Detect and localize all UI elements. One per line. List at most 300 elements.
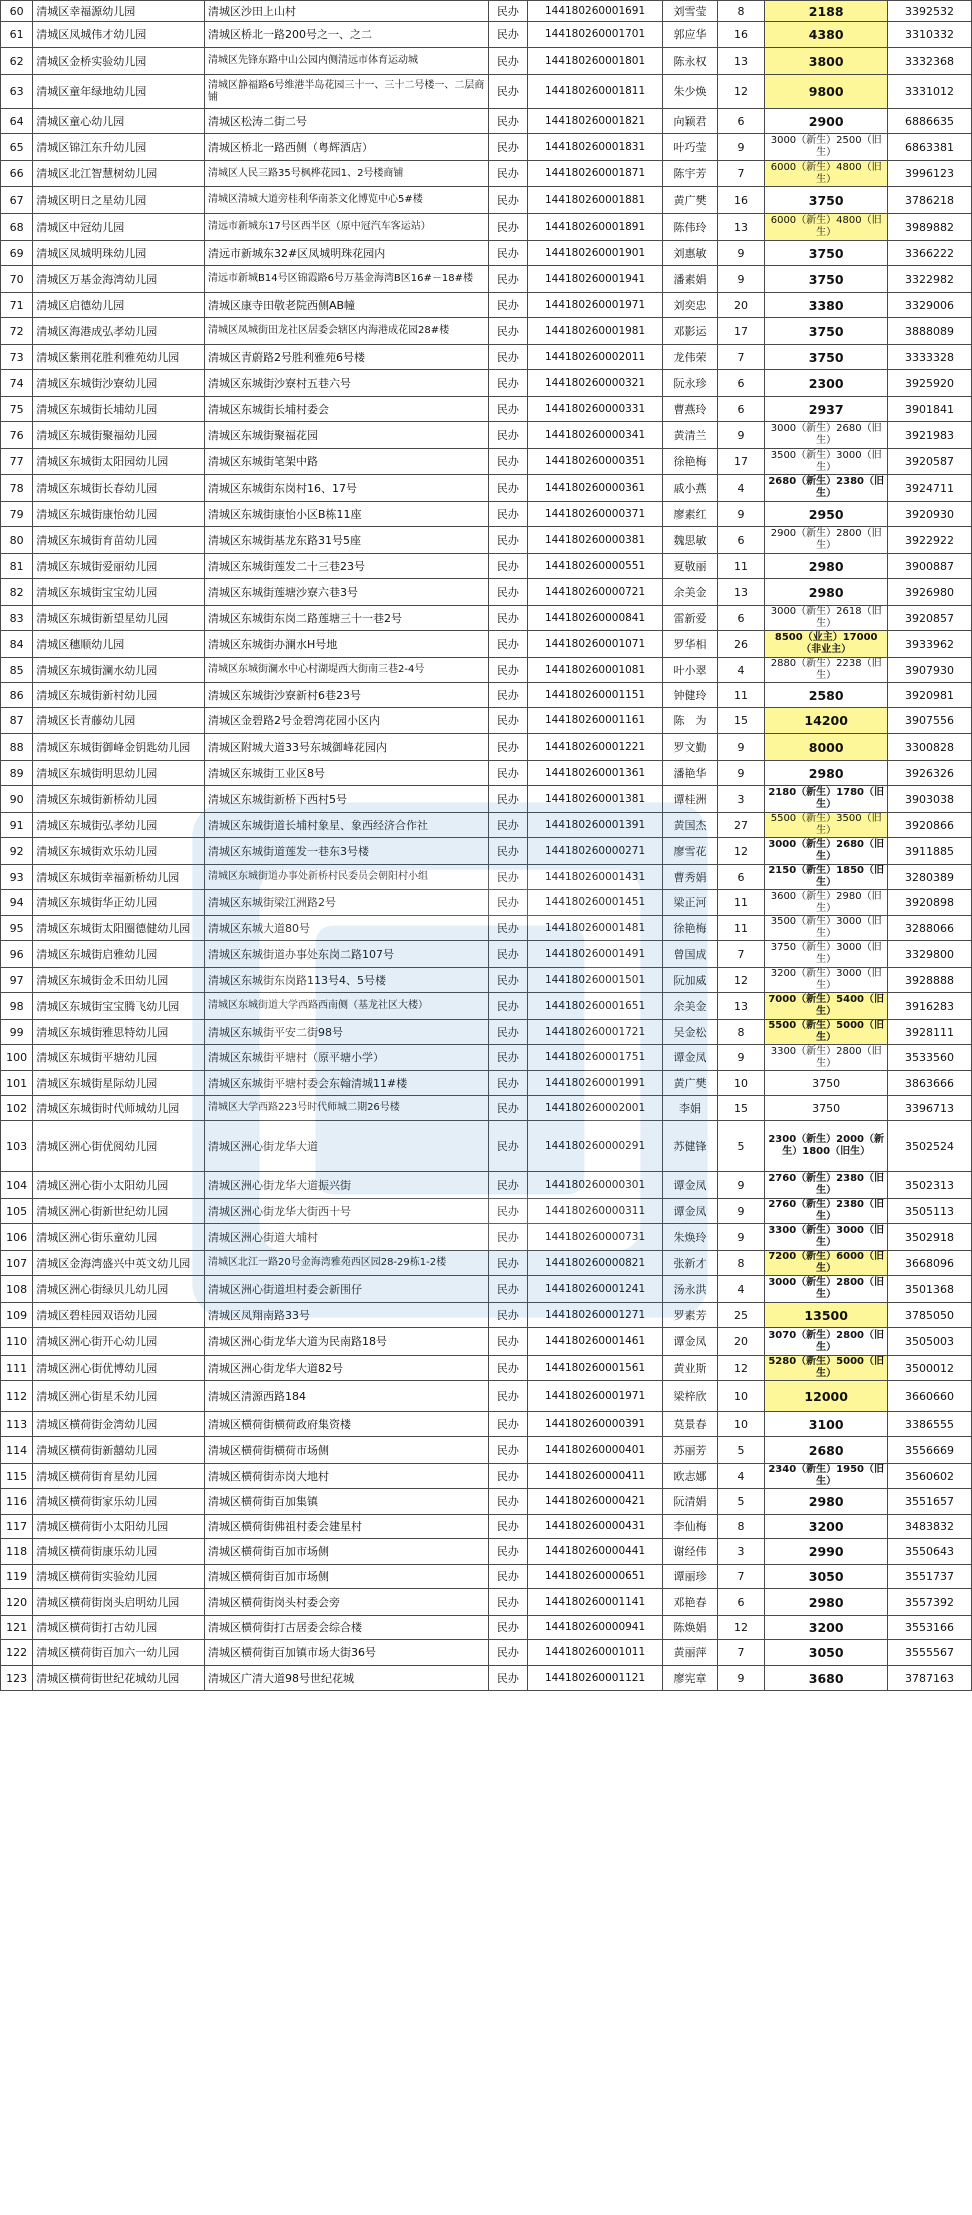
cell-person: 陈 为 bbox=[663, 708, 717, 734]
cell-no: 123 bbox=[1, 1666, 33, 1691]
cell-code: 144180260001241 bbox=[527, 1276, 663, 1303]
cell-fee: 3750 bbox=[765, 241, 888, 266]
cell-address: 清城区沙田上山村 bbox=[204, 1, 488, 22]
cell-no: 100 bbox=[1, 1045, 33, 1071]
cell-fee: 2900 bbox=[765, 109, 888, 134]
cell-person: 李仙梅 bbox=[663, 1515, 717, 1539]
cell-no: 72 bbox=[1, 318, 33, 345]
cell-fee: 3750 bbox=[765, 1096, 888, 1121]
cell-person: 邓影运 bbox=[663, 318, 717, 345]
cell-person: 黄丽萍 bbox=[663, 1640, 717, 1666]
cell-no: 116 bbox=[1, 1489, 33, 1515]
cell-phone: 3322982 bbox=[888, 266, 972, 293]
cell-address: 清城区桥北一路200号之一、之二 bbox=[204, 22, 488, 48]
cell-no: 94 bbox=[1, 890, 33, 916]
cell-no: 82 bbox=[1, 579, 33, 606]
cell-count: 16 bbox=[717, 187, 765, 214]
cell-count: 8 bbox=[717, 1020, 765, 1045]
cell-fee: 2760（新生）2380（旧生） bbox=[765, 1199, 888, 1224]
cell-name: 清城区洲心街优博幼儿园 bbox=[33, 1356, 205, 1381]
cell-count: 4 bbox=[717, 658, 765, 683]
cell-address: 清城区东城街平塘村委会东翰清城11#楼 bbox=[204, 1071, 488, 1096]
cell-phone: 3332368 bbox=[888, 48, 972, 75]
cell-count: 9 bbox=[717, 422, 765, 449]
cell-person: 罗素芳 bbox=[663, 1303, 717, 1328]
cell-person: 谭丽珍 bbox=[663, 1565, 717, 1589]
cell-type: 民办 bbox=[489, 1045, 528, 1071]
cell-phone: 3502313 bbox=[888, 1172, 972, 1199]
cell-type: 民办 bbox=[489, 786, 528, 813]
cell-type: 民办 bbox=[489, 422, 528, 449]
cell-person: 谭金凤 bbox=[663, 1199, 717, 1224]
cell-fee: 2980 bbox=[765, 1589, 888, 1616]
table-row bbox=[1, 658, 972, 683]
cell-no: 96 bbox=[1, 941, 33, 968]
table-row bbox=[1, 1121, 972, 1172]
cell-phone: 3926326 bbox=[888, 761, 972, 786]
cell-code: 144180260002001 bbox=[527, 1096, 663, 1121]
table-row bbox=[1, 1020, 972, 1045]
cell-person: 徐艳梅 bbox=[663, 449, 717, 475]
cell-type: 民办 bbox=[489, 1224, 528, 1251]
cell-person: 夏敬丽 bbox=[663, 554, 717, 579]
cell-fee: 2980 bbox=[765, 554, 888, 579]
cell-type: 民办 bbox=[489, 708, 528, 734]
cell-type: 民办 bbox=[489, 1666, 528, 1691]
cell-name: 清城区东城街欢乐幼儿园 bbox=[33, 838, 205, 865]
table-row bbox=[1, 527, 972, 554]
cell-type: 民办 bbox=[489, 1381, 528, 1412]
table-row bbox=[1, 1464, 972, 1489]
cell-fee: 2340（新生）1950（旧生） bbox=[765, 1464, 888, 1489]
cell-no: 92 bbox=[1, 838, 33, 865]
cell-address: 清城区静福路6号维港半岛花园三十一、三十二号楼一、二层商铺 bbox=[204, 75, 488, 109]
table-row bbox=[1, 813, 972, 838]
cell-type: 民办 bbox=[489, 606, 528, 631]
cell-fee: 3100 bbox=[765, 1412, 888, 1437]
cell-address: 清城区横荷街百加市场侧 bbox=[204, 1539, 488, 1565]
cell-address: 清城区横荷街百加镇市场大街36号 bbox=[204, 1640, 488, 1666]
cell-code: 144180260001161 bbox=[527, 708, 663, 734]
cell-count: 11 bbox=[717, 554, 765, 579]
cell-code: 144180260001271 bbox=[527, 1303, 663, 1328]
cell-name: 清城区东城街时代师城幼儿园 bbox=[33, 1096, 205, 1121]
cell-code: 144180260001751 bbox=[527, 1045, 663, 1071]
cell-fee: 3750 bbox=[765, 318, 888, 345]
cell-no: 62 bbox=[1, 48, 33, 75]
cell-address: 清城区东城街莲发二十三巷23号 bbox=[204, 554, 488, 579]
cell-code: 144180260001431 bbox=[527, 865, 663, 890]
table-body bbox=[1, 1, 972, 1691]
cell-count: 9 bbox=[717, 502, 765, 527]
cell-fee: 8500（业主）17000（非业主） bbox=[765, 631, 888, 658]
cell-fee: 12000 bbox=[765, 1381, 888, 1412]
cell-address: 清城区横荷街横荷政府集资楼 bbox=[204, 1412, 488, 1437]
cell-fee: 3200 bbox=[765, 1616, 888, 1640]
cell-person: 陈伟玲 bbox=[663, 214, 717, 241]
cell-fee: 2990 bbox=[765, 1539, 888, 1565]
cell-fee: 3050 bbox=[765, 1640, 888, 1666]
cell-no: 83 bbox=[1, 606, 33, 631]
cell-phone: 3483832 bbox=[888, 1515, 972, 1539]
cell-count: 7 bbox=[717, 345, 765, 370]
cell-type: 民办 bbox=[489, 993, 528, 1020]
cell-phone: 3785050 bbox=[888, 1303, 972, 1328]
cell-phone: 3926980 bbox=[888, 579, 972, 606]
table-row bbox=[1, 345, 972, 370]
cell-phone: 3300828 bbox=[888, 734, 972, 761]
cell-count: 20 bbox=[717, 1328, 765, 1356]
cell-no: 112 bbox=[1, 1381, 33, 1412]
cell-name: 清城区幸福源幼儿园 bbox=[33, 1, 205, 22]
cell-count: 5 bbox=[717, 1121, 765, 1172]
cell-person: 钟健玲 bbox=[663, 683, 717, 708]
cell-count: 6 bbox=[717, 397, 765, 422]
cell-phone: 3505113 bbox=[888, 1199, 972, 1224]
cell-person: 郭应华 bbox=[663, 22, 717, 48]
cell-phone: 3928888 bbox=[888, 968, 972, 993]
cell-name: 清城区洲心街新世纪幼儿园 bbox=[33, 1199, 205, 1224]
cell-code: 144180260001701 bbox=[527, 22, 663, 48]
cell-name: 清城区紫荆花胜利雅苑幼儿园 bbox=[33, 345, 205, 370]
cell-no: 64 bbox=[1, 109, 33, 134]
cell-address: 清城区康寺田敬老院西侧AB幢 bbox=[204, 293, 488, 318]
cell-count: 9 bbox=[717, 734, 765, 761]
cell-no: 99 bbox=[1, 1020, 33, 1045]
cell-fee: 14200 bbox=[765, 708, 888, 734]
cell-type: 民办 bbox=[489, 527, 528, 554]
cell-name: 清城区长青藤幼儿园 bbox=[33, 708, 205, 734]
cell-code: 144180260001491 bbox=[527, 941, 663, 968]
cell-count: 5 bbox=[717, 1489, 765, 1515]
cell-phone: 3556669 bbox=[888, 1437, 972, 1464]
cell-name: 清城区东城街御峰金钥匙幼儿园 bbox=[33, 734, 205, 761]
cell-type: 民办 bbox=[489, 1565, 528, 1589]
cell-person: 向颖君 bbox=[663, 109, 717, 134]
table-row bbox=[1, 579, 972, 606]
cell-code: 144180260001691 bbox=[527, 1, 663, 22]
table-row bbox=[1, 1224, 972, 1251]
cell-fee: 2300 bbox=[765, 370, 888, 397]
cell-phone: 3920587 bbox=[888, 449, 972, 475]
cell-name: 清城区东城街明思幼儿园 bbox=[33, 761, 205, 786]
cell-address: 清城区东城街新桥下西村5号 bbox=[204, 786, 488, 813]
cell-type: 民办 bbox=[489, 1356, 528, 1381]
table-row bbox=[1, 293, 972, 318]
cell-name: 清城区东城街平塘幼儿园 bbox=[33, 1045, 205, 1071]
cell-person: 陈焕娟 bbox=[663, 1616, 717, 1640]
cell-code: 144180260001811 bbox=[527, 75, 663, 109]
cell-name: 清城区凤城伟才幼儿园 bbox=[33, 22, 205, 48]
cell-fee: 2980 bbox=[765, 579, 888, 606]
cell-type: 民办 bbox=[489, 1096, 528, 1121]
cell-code: 144180260001831 bbox=[527, 134, 663, 161]
cell-name: 清城区明日之星幼儿园 bbox=[33, 187, 205, 214]
cell-name: 清城区东城街康怡幼儿园 bbox=[33, 502, 205, 527]
cell-address: 清城区横荷街佛祖村委会建星村 bbox=[204, 1515, 488, 1539]
cell-fee: 9800 bbox=[765, 75, 888, 109]
cell-name: 清城区横荷街实验幼儿园 bbox=[33, 1565, 205, 1589]
cell-phone: 3920930 bbox=[888, 502, 972, 527]
cell-type: 民办 bbox=[489, 1489, 528, 1515]
cell-person: 阮永珍 bbox=[663, 370, 717, 397]
cell-address: 清城区先锋东路中山公园内侧清远市体育运动城 bbox=[204, 48, 488, 75]
cell-name: 清城区锦江东升幼儿园 bbox=[33, 134, 205, 161]
cell-no: 110 bbox=[1, 1328, 33, 1356]
cell-code: 144180260001941 bbox=[527, 266, 663, 293]
cell-no: 60 bbox=[1, 1, 33, 22]
cell-count: 6 bbox=[717, 527, 765, 554]
cell-count: 4 bbox=[717, 1464, 765, 1489]
cell-phone: 3660660 bbox=[888, 1381, 972, 1412]
cell-address: 清城区大学西路223号时代师城二期26号楼 bbox=[204, 1096, 488, 1121]
cell-person: 叶巧莹 bbox=[663, 134, 717, 161]
cell-type: 民办 bbox=[489, 968, 528, 993]
cell-name: 清城区东城街太阳园幼儿园 bbox=[33, 449, 205, 475]
cell-person: 黄广樊 bbox=[663, 1071, 717, 1096]
table-row bbox=[1, 993, 972, 1020]
cell-address: 清城区东城街平安二街98号 bbox=[204, 1020, 488, 1045]
cell-type: 民办 bbox=[489, 1172, 528, 1199]
cell-code: 144180260001221 bbox=[527, 734, 663, 761]
cell-code: 144180260001561 bbox=[527, 1356, 663, 1381]
cell-person: 谭金凤 bbox=[663, 1045, 717, 1071]
cell-address: 清城区洲心街道坦村委会新围仔 bbox=[204, 1276, 488, 1303]
table-row bbox=[1, 22, 972, 48]
cell-type: 民办 bbox=[489, 1199, 528, 1224]
cell-no: 81 bbox=[1, 554, 33, 579]
cell-fee: 3050 bbox=[765, 1565, 888, 1589]
cell-name: 清城区凤城明珠幼儿园 bbox=[33, 241, 205, 266]
cell-person: 余美金 bbox=[663, 579, 717, 606]
cell-phone: 3786218 bbox=[888, 187, 972, 214]
table-row bbox=[1, 48, 972, 75]
cell-phone: 3920866 bbox=[888, 813, 972, 838]
cell-address: 清城区洲心街龙华大道 bbox=[204, 1121, 488, 1172]
cell-name: 清城区童年绿地幼儿园 bbox=[33, 75, 205, 109]
cell-fee: 3600（新生）2980（旧生） bbox=[765, 890, 888, 916]
cell-name: 清城区东城街宝宝幼儿园 bbox=[33, 579, 205, 606]
cell-no: 121 bbox=[1, 1616, 33, 1640]
cell-person: 叶小翠 bbox=[663, 658, 717, 683]
cell-type: 民办 bbox=[489, 916, 528, 941]
cell-name: 清城区横荷街育星幼儿园 bbox=[33, 1464, 205, 1489]
cell-name: 清城区东城街弘孝幼儿园 bbox=[33, 813, 205, 838]
cell-name: 清城区金桥实验幼儿园 bbox=[33, 48, 205, 75]
cell-code: 144180260000721 bbox=[527, 579, 663, 606]
cell-fee: 2150（新生）1850（旧生） bbox=[765, 865, 888, 890]
cell-phone: 3911885 bbox=[888, 838, 972, 865]
cell-name: 清城区海港成弘孝幼儿园 bbox=[33, 318, 205, 345]
table-row bbox=[1, 1, 972, 22]
cell-fee: 3800 bbox=[765, 48, 888, 75]
table-row bbox=[1, 109, 972, 134]
cell-type: 民办 bbox=[489, 1071, 528, 1096]
cell-count: 8 bbox=[717, 1, 765, 22]
cell-name: 清城区洲心街优阅幼儿园 bbox=[33, 1121, 205, 1172]
cell-phone: 3392532 bbox=[888, 1, 972, 22]
cell-name: 清城区东城街新村幼儿园 bbox=[33, 683, 205, 708]
cell-person: 刘雪莹 bbox=[663, 1, 717, 22]
cell-code: 144180260000821 bbox=[527, 1251, 663, 1276]
cell-phone: 3924711 bbox=[888, 475, 972, 502]
cell-count: 6 bbox=[717, 109, 765, 134]
cell-count: 15 bbox=[717, 1096, 765, 1121]
cell-code: 144180260001881 bbox=[527, 187, 663, 214]
cell-type: 民办 bbox=[489, 761, 528, 786]
cell-person: 谭金凤 bbox=[663, 1328, 717, 1356]
cell-no: 69 bbox=[1, 241, 33, 266]
cell-code: 144180260000841 bbox=[527, 606, 663, 631]
cell-address: 清城区附城大道33号东城御峰花园内 bbox=[204, 734, 488, 761]
cell-code: 144180260001451 bbox=[527, 890, 663, 916]
cell-no: 75 bbox=[1, 397, 33, 422]
cell-type: 民办 bbox=[489, 397, 528, 422]
cell-count: 9 bbox=[717, 266, 765, 293]
cell-code: 144180260001501 bbox=[527, 968, 663, 993]
cell-no: 98 bbox=[1, 993, 33, 1020]
cell-address: 清城区东城街莲塘沙寮六巷3号 bbox=[204, 579, 488, 606]
cell-address: 清城区凤翔南路33号 bbox=[204, 1303, 488, 1328]
cell-count: 12 bbox=[717, 1616, 765, 1640]
cell-person: 阮加威 bbox=[663, 968, 717, 993]
cell-phone: 3907556 bbox=[888, 708, 972, 734]
cell-no: 102 bbox=[1, 1096, 33, 1121]
cell-no: 114 bbox=[1, 1437, 33, 1464]
cell-address: 清城区横荷街百加市场侧 bbox=[204, 1565, 488, 1589]
cell-code: 144180260001891 bbox=[527, 214, 663, 241]
cell-fee: 3750 bbox=[765, 187, 888, 214]
cell-address: 清城区洲心街龙华大街西十号 bbox=[204, 1199, 488, 1224]
cell-person: 潘素娟 bbox=[663, 266, 717, 293]
cell-phone: 3333328 bbox=[888, 345, 972, 370]
cell-type: 民办 bbox=[489, 214, 528, 241]
cell-address: 清城区东城街东岗村16、17号 bbox=[204, 475, 488, 502]
cell-person: 陈永权 bbox=[663, 48, 717, 75]
cell-name: 清城区东城街澜水幼儿园 bbox=[33, 658, 205, 683]
cell-fee: 3750 bbox=[765, 266, 888, 293]
cell-person: 刘奕忠 bbox=[663, 293, 717, 318]
cell-address: 清城区东城街东岗路113号4、5号楼 bbox=[204, 968, 488, 993]
cell-address: 清城区横荷街岗头村委会旁 bbox=[204, 1589, 488, 1616]
cell-phone: 3903038 bbox=[888, 786, 972, 813]
cell-person: 阮清娟 bbox=[663, 1489, 717, 1515]
table-row bbox=[1, 1565, 972, 1589]
cell-fee: 3000（新生）2500（旧生） bbox=[765, 134, 888, 161]
cell-person: 陈宇芳 bbox=[663, 161, 717, 187]
cell-count: 9 bbox=[717, 1045, 765, 1071]
cell-address: 清城区人民三路35号枫桦花园1、2号楼商铺 bbox=[204, 161, 488, 187]
table-row bbox=[1, 1199, 972, 1224]
cell-name: 清城区东城街新桥幼儿园 bbox=[33, 786, 205, 813]
cell-fee: 3000（新生）2618（旧生） bbox=[765, 606, 888, 631]
cell-fee: 3000（新生）2680（旧生） bbox=[765, 838, 888, 865]
cell-phone: 3310332 bbox=[888, 22, 972, 48]
cell-type: 民办 bbox=[489, 345, 528, 370]
table-row bbox=[1, 1589, 972, 1616]
table-row bbox=[1, 318, 972, 345]
cell-fee: 2680（新生）2380（旧生） bbox=[765, 475, 888, 502]
cell-address: 清城区东城街道莲发一巷东3号楼 bbox=[204, 838, 488, 865]
table-row bbox=[1, 1616, 972, 1640]
cell-person: 罗华相 bbox=[663, 631, 717, 658]
cell-count: 25 bbox=[717, 1303, 765, 1328]
cell-type: 民办 bbox=[489, 1589, 528, 1616]
cell-code: 144180260000651 bbox=[527, 1565, 663, 1589]
cell-name: 清城区东城街太阳圈德健幼儿园 bbox=[33, 916, 205, 941]
cell-fee: 7000（新生）5400（旧生） bbox=[765, 993, 888, 1020]
cell-phone: 3288066 bbox=[888, 916, 972, 941]
cell-code: 144180260000361 bbox=[527, 475, 663, 502]
cell-person: 廖雪花 bbox=[663, 838, 717, 865]
cell-address: 清城区东城街梁江洲路2号 bbox=[204, 890, 488, 916]
cell-person: 莫景春 bbox=[663, 1412, 717, 1437]
cell-name: 清城区东城街爱丽幼儿园 bbox=[33, 554, 205, 579]
cell-phone: 3907930 bbox=[888, 658, 972, 683]
cell-name: 清城区金海湾盛兴中英文幼儿园 bbox=[33, 1251, 205, 1276]
cell-code: 144180260000731 bbox=[527, 1224, 663, 1251]
cell-code: 144180260001081 bbox=[527, 658, 663, 683]
cell-code: 144180260000941 bbox=[527, 1616, 663, 1640]
cell-no: 86 bbox=[1, 683, 33, 708]
cell-person: 廖宪章 bbox=[663, 1666, 717, 1691]
cell-code: 144180260000311 bbox=[527, 1199, 663, 1224]
cell-name: 清城区启德幼儿园 bbox=[33, 293, 205, 318]
cell-phone: 3560602 bbox=[888, 1464, 972, 1489]
cell-code: 144180260000391 bbox=[527, 1412, 663, 1437]
cell-type: 民办 bbox=[489, 1464, 528, 1489]
table-row bbox=[1, 502, 972, 527]
cell-address: 清城区凤城街田龙社区居委会辖区内海港成花园28#楼 bbox=[204, 318, 488, 345]
cell-phone: 3933962 bbox=[888, 631, 972, 658]
cell-code: 144180260000331 bbox=[527, 397, 663, 422]
cell-person: 张新才 bbox=[663, 1251, 717, 1276]
cell-fee: 8000 bbox=[765, 734, 888, 761]
table-row bbox=[1, 1071, 972, 1096]
cell-fee: 2300（新生）2000（新生）1800（旧生） bbox=[765, 1121, 888, 1172]
cell-no: 61 bbox=[1, 22, 33, 48]
cell-fee: 3750 bbox=[765, 345, 888, 370]
cell-name: 清城区穗顺幼儿园 bbox=[33, 631, 205, 658]
cell-no: 115 bbox=[1, 1464, 33, 1489]
cell-code: 144180260000421 bbox=[527, 1489, 663, 1515]
cell-fee: 3500（新生）3000（旧生） bbox=[765, 449, 888, 475]
cell-type: 民办 bbox=[489, 187, 528, 214]
cell-count: 13 bbox=[717, 993, 765, 1020]
cell-no: 108 bbox=[1, 1276, 33, 1303]
cell-type: 民办 bbox=[489, 1303, 528, 1328]
cell-address: 清城区金碧路2号金碧湾花园小区内 bbox=[204, 708, 488, 734]
cell-code: 144180260001381 bbox=[527, 786, 663, 813]
cell-person: 欧志娜 bbox=[663, 1464, 717, 1489]
cell-address: 清城区洲心街龙华大道82号 bbox=[204, 1356, 488, 1381]
cell-name: 清城区东城街幸福新桥幼儿园 bbox=[33, 865, 205, 890]
cell-no: 104 bbox=[1, 1172, 33, 1199]
cell-fee: 2180（新生）1780（旧生） bbox=[765, 786, 888, 813]
table-row bbox=[1, 422, 972, 449]
cell-phone: 3787163 bbox=[888, 1666, 972, 1691]
cell-phone: 3921983 bbox=[888, 422, 972, 449]
table-row bbox=[1, 631, 972, 658]
cell-name: 清城区横荷街金湾幼儿园 bbox=[33, 1412, 205, 1437]
cell-type: 民办 bbox=[489, 1515, 528, 1539]
table-row bbox=[1, 370, 972, 397]
cell-name: 清城区东城街金禾田幼儿园 bbox=[33, 968, 205, 993]
cell-count: 9 bbox=[717, 241, 765, 266]
cell-name: 清城区横荷街小太阳幼儿园 bbox=[33, 1515, 205, 1539]
cell-type: 民办 bbox=[489, 161, 528, 187]
cell-type: 民办 bbox=[489, 1020, 528, 1045]
